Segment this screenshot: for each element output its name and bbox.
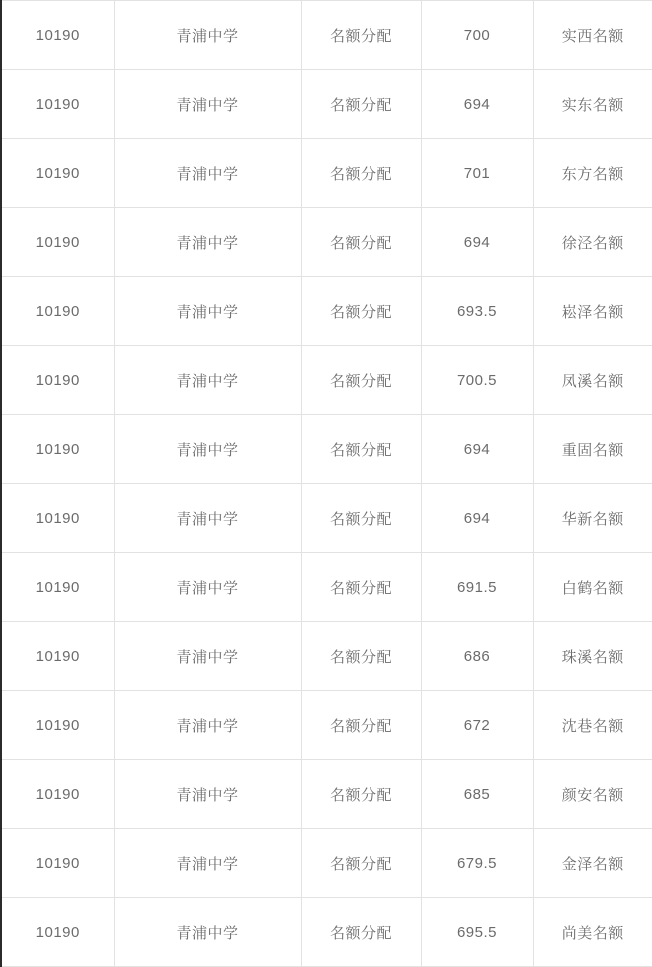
cell-admission-type: 名额分配 — [301, 484, 421, 553]
cell-quota-name: 实东名额 — [533, 70, 652, 139]
cell-quota-name: 华新名额 — [533, 484, 652, 553]
table-row — [1, 760, 652, 829]
cell-admission-type: 名额分配 — [301, 139, 421, 208]
cell-school-code: 10190 — [1, 760, 114, 829]
cell-quota-name: 凤溪名额 — [533, 346, 652, 415]
table-row — [1, 346, 652, 415]
cell-score: 685 — [421, 760, 533, 829]
cell-quota-name: 尚美名额 — [533, 898, 652, 967]
cell-score: 695.5 — [421, 898, 533, 967]
cell-score: 691.5 — [421, 553, 533, 622]
cell-score: 694 — [421, 415, 533, 484]
cell-school-code: 10190 — [1, 1, 114, 70]
cell-school-name: 青浦中学 — [114, 484, 301, 553]
cell-score: 679.5 — [421, 829, 533, 898]
cell-school-code: 10190 — [1, 346, 114, 415]
cell-quota-name: 金泽名额 — [533, 829, 652, 898]
cell-school-code: 10190 — [1, 277, 114, 346]
cell-admission-type: 名额分配 — [301, 1, 421, 70]
cell-score: 686 — [421, 622, 533, 691]
table-row — [1, 415, 652, 484]
cell-school-name: 青浦中学 — [114, 277, 301, 346]
cell-school-code: 10190 — [1, 70, 114, 139]
cell-school-code: 10190 — [1, 829, 114, 898]
table-row — [1, 139, 652, 208]
cell-quota-name: 沈巷名额 — [533, 691, 652, 760]
table-row — [1, 898, 652, 967]
cell-quota-name: 崧泽名额 — [533, 277, 652, 346]
cell-school-name: 青浦中学 — [114, 898, 301, 967]
cell-score: 694 — [421, 484, 533, 553]
cell-school-code: 10190 — [1, 898, 114, 967]
cell-admission-type: 名额分配 — [301, 622, 421, 691]
cell-score: 694 — [421, 70, 533, 139]
cell-school-code: 10190 — [1, 622, 114, 691]
cell-school-code: 10190 — [1, 553, 114, 622]
cell-quota-name: 徐泾名额 — [533, 208, 652, 277]
table-row — [1, 208, 652, 277]
cell-quota-name: 重固名额 — [533, 415, 652, 484]
cell-score: 700 — [421, 1, 533, 70]
cell-admission-type: 名额分配 — [301, 553, 421, 622]
cell-school-name: 青浦中学 — [114, 208, 301, 277]
cell-school-name: 青浦中学 — [114, 346, 301, 415]
cell-score: 701 — [421, 139, 533, 208]
cell-school-name: 青浦中学 — [114, 760, 301, 829]
cell-quota-name: 珠溪名额 — [533, 622, 652, 691]
cell-school-name: 青浦中学 — [114, 415, 301, 484]
cell-school-name: 青浦中学 — [114, 622, 301, 691]
cell-quota-name: 颜安名额 — [533, 760, 652, 829]
cell-score: 693.5 — [421, 277, 533, 346]
table-row — [1, 70, 652, 139]
table-row — [1, 553, 652, 622]
cell-admission-type: 名额分配 — [301, 691, 421, 760]
cell-school-name: 青浦中学 — [114, 70, 301, 139]
cell-score: 700.5 — [421, 346, 533, 415]
cell-school-name: 青浦中学 — [114, 829, 301, 898]
table-row — [1, 277, 652, 346]
table-row — [1, 829, 652, 898]
cell-school-name: 青浦中学 — [114, 139, 301, 208]
cell-admission-type: 名额分配 — [301, 415, 421, 484]
cell-admission-type: 名额分配 — [301, 760, 421, 829]
table-row — [1, 1, 652, 70]
table-body — [1, 1, 652, 967]
cell-school-name: 青浦中学 — [114, 553, 301, 622]
cell-school-code: 10190 — [1, 415, 114, 484]
cell-quota-name: 东方名额 — [533, 139, 652, 208]
cell-school-name: 青浦中学 — [114, 1, 301, 70]
table-row — [1, 691, 652, 760]
cell-admission-type: 名额分配 — [301, 277, 421, 346]
cell-score: 694 — [421, 208, 533, 277]
cell-quota-name: 白鹤名额 — [533, 553, 652, 622]
cell-admission-type: 名额分配 — [301, 70, 421, 139]
cell-admission-type: 名额分配 — [301, 346, 421, 415]
table-row — [1, 484, 652, 553]
table-row — [1, 622, 652, 691]
cell-school-name: 青浦中学 — [114, 691, 301, 760]
cell-school-code: 10190 — [1, 139, 114, 208]
cell-school-code: 10190 — [1, 691, 114, 760]
cell-school-code: 10190 — [1, 208, 114, 277]
cell-quota-name: 实西名额 — [533, 1, 652, 70]
cell-score: 672 — [421, 691, 533, 760]
cell-admission-type: 名额分配 — [301, 829, 421, 898]
cell-admission-type: 名额分配 — [301, 898, 421, 967]
cell-school-code: 10190 — [1, 484, 114, 553]
cell-admission-type: 名额分配 — [301, 208, 421, 277]
